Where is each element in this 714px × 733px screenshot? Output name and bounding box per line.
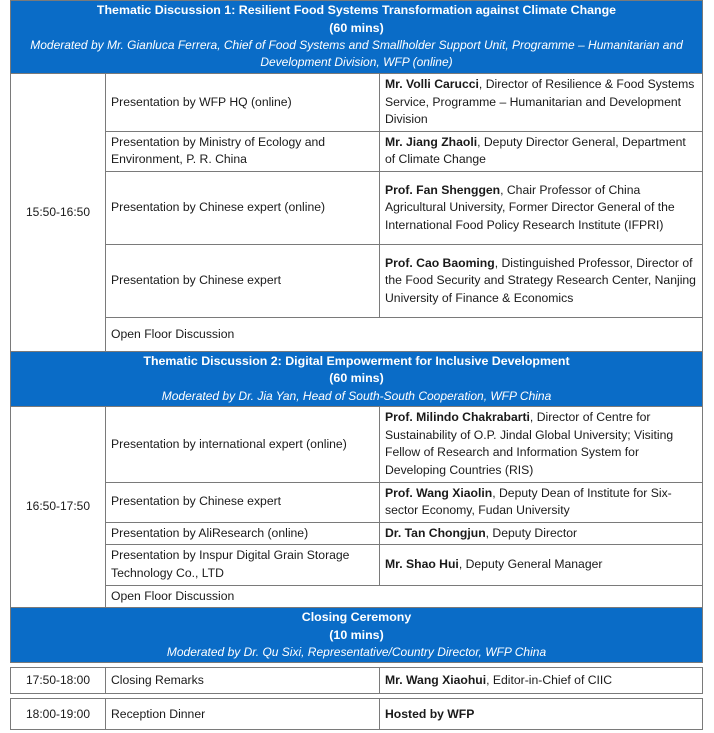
agenda-item: Presentation by Ministry of Ecology and Environment, P. R. China (106, 131, 380, 171)
table-row (11, 74, 703, 132)
session-3-header (11, 608, 703, 663)
speaker-role: , Deputy Director (485, 525, 578, 540)
speaker-cell (380, 74, 703, 132)
agenda-table (10, 0, 703, 730)
speaker-cell (380, 545, 703, 585)
speaker-cell (380, 522, 703, 545)
agenda-item: Presentation by WFP HQ (online) (106, 74, 380, 132)
speaker-name: Dr. Tan Chongjun (385, 525, 486, 540)
speaker-name: Hosted by WFP (385, 706, 475, 721)
speaker-name: Prof. Cao Baoming (385, 255, 495, 270)
agenda-item: Presentation by Chinese expert (106, 244, 380, 317)
agenda-item: Reception Dinner (106, 699, 380, 730)
time-slot: 18:00-19:00 (11, 699, 106, 730)
agenda-item: Open Floor Discussion (106, 585, 703, 608)
agenda-item: Presentation by international expert (online) (106, 407, 380, 482)
session-moderator: Moderated by Dr. Jia Yan, Head of South-South Cooperation, WFP China (161, 388, 552, 403)
speaker-cell (380, 244, 703, 317)
table-row (11, 171, 703, 244)
speaker-role: , Editor-in-Chief of CIIC (486, 673, 613, 688)
time-slot: 17:50-18:00 (11, 668, 106, 694)
table-row (11, 585, 703, 608)
speaker-role: , Deputy Dean of Institute for Six-sector Economy, Fudan University (385, 485, 672, 518)
agenda-item: Presentation by Inspur Digital Grain Storage Technology Co., LTD (106, 545, 380, 585)
table-row (11, 317, 703, 351)
agenda-item: Presentation by Chinese expert (106, 482, 380, 522)
speaker-role: , Director of Resilience & Food Systems Service, Programme – Humanitarian and Development Division (385, 77, 695, 127)
speaker-name: Mr. Volli Carucci (385, 77, 479, 91)
speaker-cell (380, 131, 703, 171)
speaker-cell (380, 482, 703, 522)
speaker-role: , Deputy Director General, Department of Climate Change (385, 134, 686, 167)
session-duration: (10 mins) (329, 627, 384, 642)
table-row (11, 522, 703, 545)
agenda-item: Closing Remarks (106, 668, 380, 694)
speaker-role: , Director of Centre for Sustainability of O.P. Jindal Global University; Visiting Fellow of Research and Information System for Developing Countries (RIS) (385, 410, 674, 477)
session-title: Thematic Discussion 1: Resilient Food Systems Transformation against Climate Change (96, 3, 617, 18)
table-row (11, 407, 703, 482)
table-row (11, 699, 703, 730)
speaker-role: , Distinguished Professor, Director of the Food Security and Strategy Research Center, Nanjing University of Finance & Economics (385, 255, 696, 305)
session-duration: (60 mins) (329, 371, 384, 386)
speaker-name: Prof. Milindo Chakrabarti (385, 410, 530, 425)
session-duration: (60 mins) (329, 20, 384, 35)
speaker-name: Mr. Jiang Zhaoli (385, 134, 478, 149)
agenda-item: Open Floor Discussion (106, 317, 703, 351)
speaker-cell (380, 407, 703, 482)
time-slot: 16:50-17:50 (11, 407, 106, 608)
speaker-name: Mr. Shao Hui (385, 557, 459, 572)
session-moderator: Moderated by Mr. Gianluca Ferrera, Chief of Food Systems and Smallholder Support Unit, Programme – Humanitarian and Development Division, WFP (online) (30, 38, 683, 70)
session-title: Thematic Discussion 2: Digital Empowerment for Inclusive Development (143, 353, 570, 368)
speaker-name: Prof. Fan Shenggen (385, 182, 501, 197)
session-1-header (11, 1, 703, 74)
table-row (11, 668, 703, 694)
agenda-item: Presentation by AliResearch (online) (106, 522, 380, 545)
session-2-header (11, 351, 703, 406)
table-row (11, 131, 703, 171)
speaker-role: , Chair Professor of China Agricultural University, Former Director General of the International Food Policy Research Institute (IFPRI) (385, 182, 675, 232)
speaker-name: Prof. Wang Xiaolin (385, 485, 493, 500)
table-row (11, 244, 703, 317)
session-moderator: Moderated by Dr. Qu Sixi, Representative/Country Director, WFP China (166, 644, 547, 659)
table-row (11, 482, 703, 522)
speaker-name: Mr. Wang Xiaohui (385, 673, 487, 688)
speaker-role: , Deputy General Manager (458, 557, 603, 572)
agenda (10, 0, 702, 730)
speaker-cell (380, 171, 703, 244)
time-slot: 15:50-16:50 (11, 74, 106, 352)
agenda-item: Presentation by Chinese expert (online) (106, 171, 380, 244)
speaker-cell (380, 699, 703, 730)
speaker-cell (380, 668, 703, 694)
session-title: Closing Ceremony (301, 610, 412, 625)
table-row (11, 545, 703, 585)
